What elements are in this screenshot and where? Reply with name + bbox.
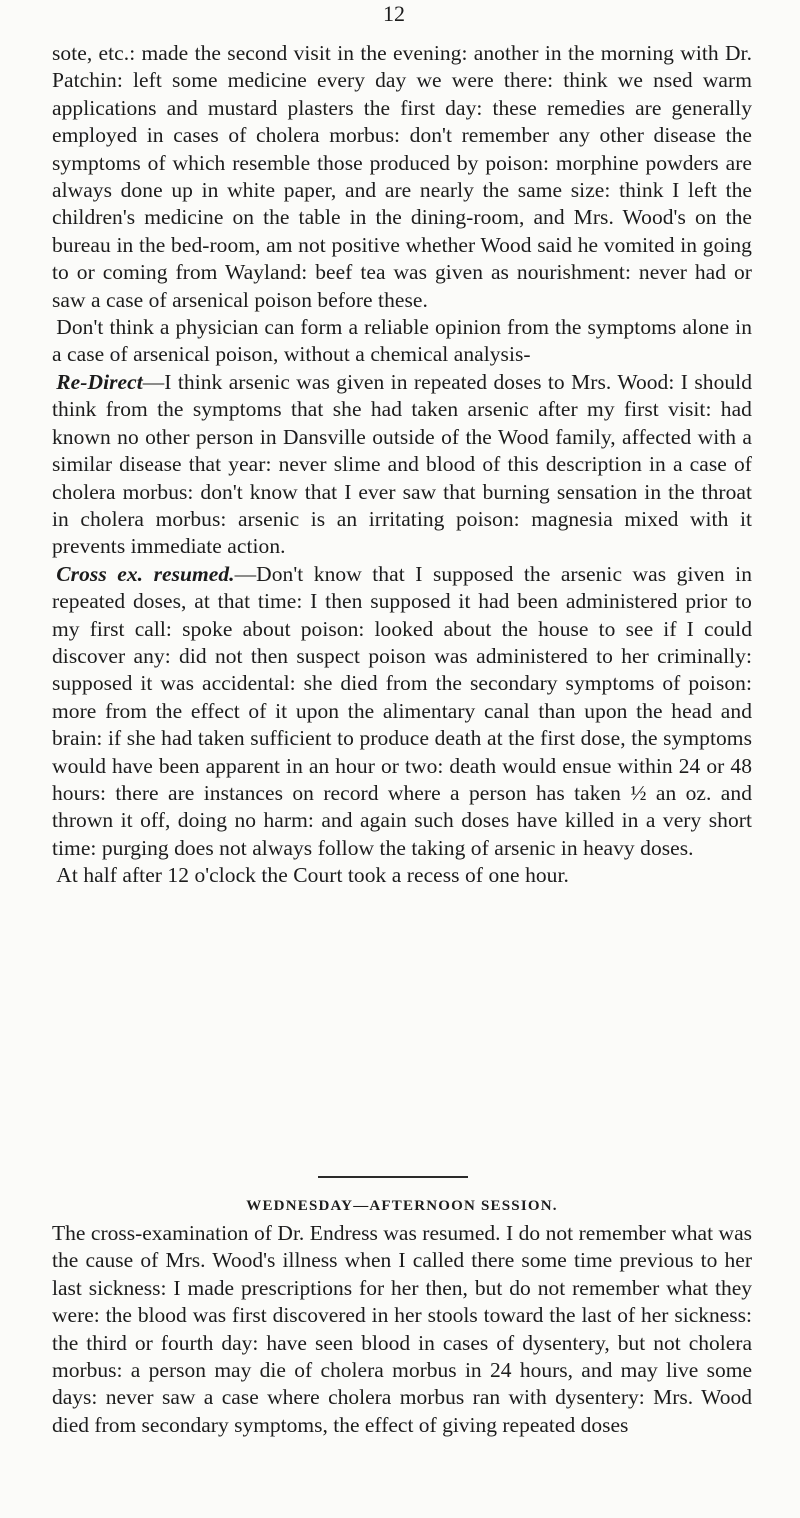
testimony-text [52,40,752,890]
paragraph-continuation: sote, etc.: made the second visit in the evening: another in the morning with Dr. Patchin: left some medicine every day we were there: think we nsed warm applications and mustard plasters the first day: these remedies are generally employed in cases of cholera morbus: don't remember any other disease the symptoms of which resemble those produced by poison: morphine powders are always done up in white paper, and are nearly the same size: think I left the children's medicine on the table in the dining-room, and Mrs. Wood's on the bureau in the bed-room, am not positive whether Wood said he vomited in going to or coming from Wayland: beef tea was given as nourishment: never had or saw a case of arsenical poison before these. [52,41,752,312]
paragraph-recess: At half after 12 o'clock the Court took a recess of one hour. [56,863,569,888]
afternoon-session-text [52,1220,752,1439]
cross-exam-text: —Don't know that I supposed the arsenic was given in repeated doses, at that time: I then supposed it had been administered prior to my first call: spoke about poison: looked about the house to see if I could discover any: did not then suspect poison was administered to her criminally: supposed it was accidental: she died from the secondary symptoms of poison: more from the effect of it upon the alimentary canal than upon the head and brain: if she had taken sufficient to produce death at the first dose, the symptoms would have been apparent in an hour or two: death would ensue within 24 or 48 hours: there are instances on record where a person has taken ½ an oz. and thrown it off, doing no harm: and again such doses have killed in a very short time: purging does not always follow the taking of arsenic in heavy doses. [52,561,752,860]
paragraph-physician-opinion: Don't think a physician can form a reliable opinion from the symptoms alone in a case of arsenical poison, without a chemical analysis- [52,315,752,367]
section-heading: WEDNESDAY—AFTERNOON SESSION. [246,1198,558,1214]
paragraph-cross-exam-endress: The cross-examination of Dr. Endress was resumed. I do not remember what was the cause of Mrs. Wood's illness when I called there some time previous to her last sickness: I made prescriptions for her then, but do not remember what they were: the blood was first discovered in her stools toward the last of her sickness: the third or fourth day: have seen blood in cases of dysentery, but not cholera morbus: a person may die of cholera morbus in 24 hours, and may live some days: never saw a case where cholera morbus ran with dysentery: Mrs. Wood died from secondary symptoms, the effect of giving repeated doses [52,1221,752,1437]
redirect-label: Re-Direct [56,369,143,394]
section-divider [318,1176,468,1178]
paragraph-cross-exam [52,561,752,862]
redirect-text: —I think arsenic was given in repeated doses to Mrs. Wood: I should think from the symptoms that she had taken arsenic after my first visit: had known no other person in Dansville outside of the Wood family, affected with a similar disease that year: never slime and blood of this description in a case of cholera morbus: don't know that I ever saw that burning sensation in the throat in cholera morbus: arsenic is an irritating poison: magnesia mixed with it prevents immediate action. [52,369,752,559]
page-number: 12 [383,1,405,26]
paragraph-redirect [52,369,752,561]
cross-exam-label: Cross ex. resumed. [56,561,235,586]
